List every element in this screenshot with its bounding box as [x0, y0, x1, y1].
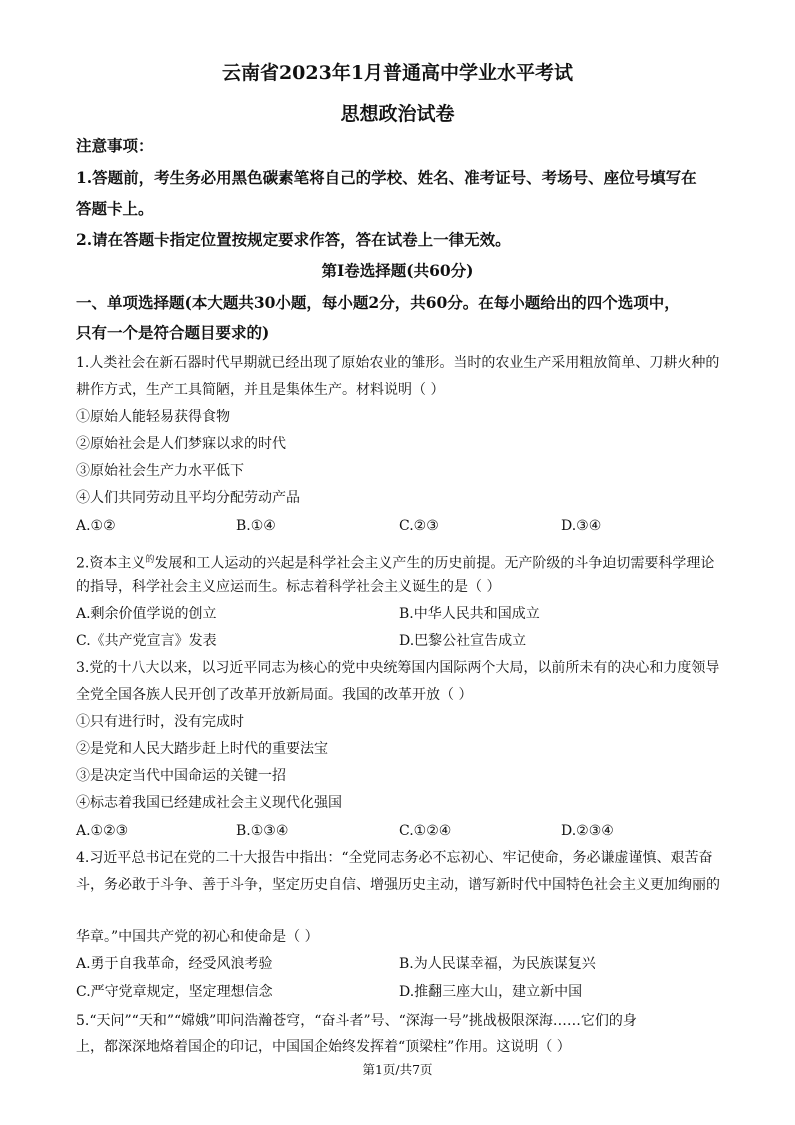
q1-stem-line-1: 1.人类社会在新石器时代早期就已经出现了原始农业的雏形。当时的农业生产采用粗放简单、刀耕火种的	[76, 355, 720, 371]
q3-statement-1: ①只有进行时，没有完成时	[76, 714, 244, 730]
notice-item-1-line-2: 答题卡上。	[76, 199, 154, 218]
q5-stem-line-1: 5.“天问”“天和”“嫦娥”叩问浩瀚苍穹，“奋斗者”号、“深海一号”挑战极限深海……它们的身	[76, 1013, 637, 1029]
section-instruction-line-2: 只有一个是符合题目要求的)	[76, 323, 270, 342]
q2-stem-line-1	[76, 550, 726, 574]
q1-option-a: A.①②	[76, 518, 116, 534]
q3-option-d: D.②③④	[561, 823, 614, 839]
page-number: 第1页/共7页	[362, 1062, 433, 1077]
q3-statement-3: ③是决定当代中国命运的关键一招	[76, 768, 286, 784]
notice-item-1-line-1: 1.答题前，考生务必用黑色碳素笔将自己的学校、姓名、准考证号、考场号、座位号填写在	[76, 168, 697, 187]
q1-option-c: C.②③	[399, 518, 439, 534]
q2-option-c: C.《共产党宣言》发表	[76, 633, 217, 649]
q4-stem-line-2: 斗，务必敢于斗争、善于斗争，坚定历史自信、增强历史主动，谱写新时代中国特色社会主义更加绚丽的	[76, 877, 720, 893]
q1-stem-line-2: 耕作方式，生产工具简陋，并且是集体生产。材料说明（ ）	[76, 382, 445, 398]
q4-stem-line-1: 4.习近平总书记在党的二十大报告中指出：“全党同志务必不忘初心、牢记使命，务必谦虚谨慎、艰苦奋	[76, 850, 713, 866]
q1-statement-3: ③原始社会生产力水平低下	[76, 463, 244, 479]
q1-statement-2: ②原始社会是人们梦寐以求的时代	[76, 436, 286, 452]
q4-option-d: D.推翻三座大山，建立新中国	[399, 984, 583, 1000]
q2-option-d: D.巴黎公社宣告成立	[399, 633, 527, 649]
section-instruction-line-1: 一、单项选择题(本大题共30小题，每小题2分，共60分。在每小题给出的四个选项中，	[76, 293, 680, 312]
q3-option-a: A.①②③	[76, 823, 129, 839]
q2-stem-superscript: 的	[145, 555, 155, 565]
q3-statement-2: ②是党和人民大踏步赶上时代的重要法宝	[76, 741, 328, 757]
q3-option-b: B.①③④	[236, 823, 289, 839]
exam-title: 云南省2023年1月普通高中学业水平考试	[221, 62, 574, 84]
q5-stem-line-2: 上，都深深地烙着国企的印记，中国国企始终发挥着“顶梁柱”作用。这说明（ ）	[76, 1039, 571, 1055]
q1-statement-1: ①原始人能轻易获得食物	[76, 409, 230, 425]
q4-stem-line-3: 华章。”中国共产党的初心和使命是（ ）	[76, 929, 319, 945]
q1-option-d: D.③④	[561, 518, 602, 534]
q3-stem-line-2: 全党全国各族人民开创了改革开放新局面。我国的改革开放（ ）	[76, 687, 473, 703]
q3-statement-4: ④标志着我国已经建成社会主义现代化强国	[76, 795, 342, 811]
q4-option-b: B.为人民谋幸福，为民族谋复兴	[399, 956, 596, 972]
q1-statement-4: ④人们共同劳动且平均分配劳动产品	[76, 490, 300, 506]
q4-option-c: C.严守党章规定，坚定理想信念	[76, 984, 273, 1000]
q2-option-b: B.中华人民共和国成立	[399, 606, 540, 622]
section-title: 第Ⅰ卷选择题(共60分)	[321, 261, 474, 280]
q2-stem-rest: 发展和工人运动的兴起是科学社会主义产生的历史前提。无产阶级的斗争迫切需要科学理论	[154, 555, 715, 572]
exam-subtitle: 思想政治试卷	[340, 103, 455, 125]
notice-item-2: 2.请在答题卡指定位置按规定要求作答，答在试卷上一律无效。	[76, 230, 511, 249]
q2-stem-start: 2.资本主义	[76, 555, 146, 572]
q2-option-a: A.剩余价值学说的创立	[76, 606, 217, 622]
q1-option-b: B.①④	[236, 518, 276, 534]
q3-stem-line-1: 3.党的十八大以来，以习近平同志为核心的党中央统筹国内国际两个大局，以前所未有的决心和力度领导	[76, 660, 720, 676]
q4-option-a: A.勇于自我革命，经受风浪考验	[76, 956, 273, 972]
q3-option-c: C.①②④	[399, 823, 452, 839]
notice-heading: 注意事项：	[76, 136, 154, 155]
q2-stem-line-2: 的指导，科学社会主义应运而生。标志着科学社会主义诞生的是（ ）	[76, 579, 501, 595]
